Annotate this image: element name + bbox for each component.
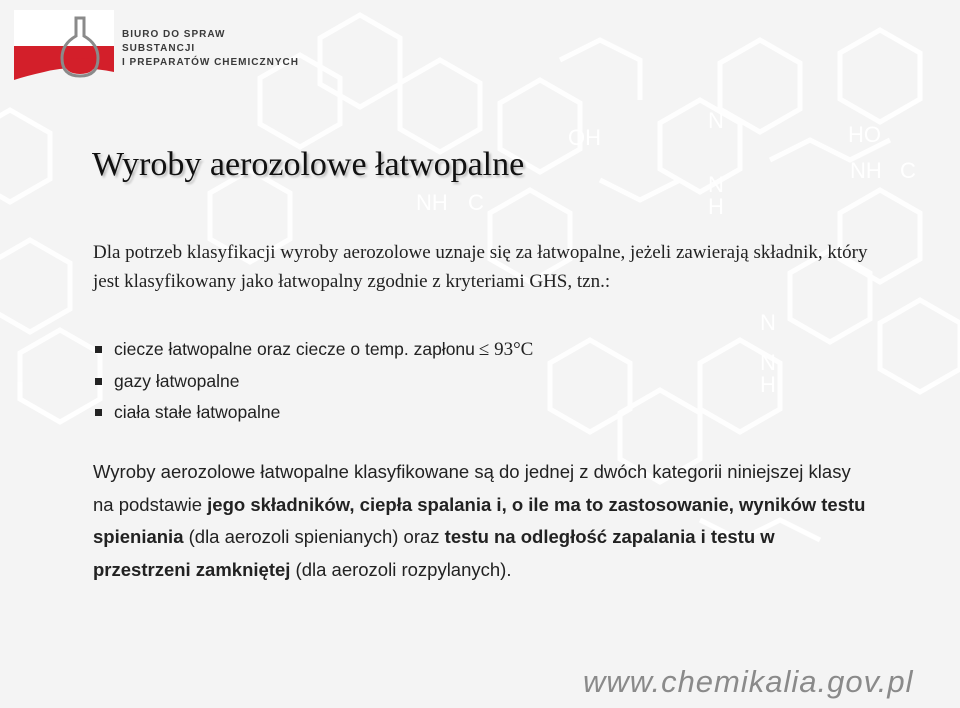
bullet-square-icon	[95, 378, 102, 385]
org-line-3: I PREPARATÓW CHEMICZNYCH	[122, 57, 299, 68]
bullet-text: ciecze łatwopalne oraz ciecze o temp. zapłonu	[114, 339, 475, 359]
bullet-text: gazy łatwopalne	[114, 370, 240, 391]
classification-paragraph	[93, 456, 873, 586]
bullet-text: ciała stałe łatwopalne	[114, 402, 281, 422]
bullet-list	[93, 334, 893, 429]
c-label-2: C	[900, 158, 916, 183]
n-label-3: N	[760, 310, 776, 335]
bullet-item	[93, 366, 893, 398]
organization-name	[122, 28, 299, 70]
h-label: H	[708, 194, 724, 219]
ministry-logo	[14, 10, 114, 80]
nh-label-2: NH	[850, 158, 882, 183]
bullet-item	[93, 397, 893, 429]
org-line-2: SUBSTANCJI	[122, 43, 196, 54]
h-label-2: H	[760, 372, 776, 397]
footer-url: www.chemikalia.gov.pl	[583, 664, 914, 699]
para-text-2: (dla aerozoli spienianych) oraz	[183, 526, 445, 547]
n-label-4: N	[760, 350, 776, 375]
bullet-square-icon	[95, 346, 102, 353]
slide-title: Wyroby aerozolowe łatwopalne	[92, 146, 525, 183]
bullet-value: ≤ 93°C	[478, 339, 534, 360]
oh-label: OH	[568, 125, 601, 150]
para-text-1: Wyroby aerozolowe łatwopalne klasyfikowane są do jednej z dwóch kategorii niniejszej klasy na podstawie	[93, 461, 851, 515]
ho-label: HO	[848, 122, 881, 147]
para-bold-2: testu na odległość zapalania i testu w przestrzeni zamkniętej	[93, 526, 775, 580]
intro-text: Dla potrzeb klasyfikacji wyroby aerozolowe uznaje się za łatwopalne, jeżeli zawierają składnik, który jest klasyfikowany jako łatwopalny zgodnie z kryteriami GHS, tzn.:	[93, 242, 868, 292]
para-bold-1: jego składników, ciepła spalania i, o ile ma to zastosowanie, wyników testu spieniania	[93, 493, 866, 547]
para-text-3: (dla aerozoli rozpylanych).	[290, 558, 512, 580]
c-label: C	[468, 190, 484, 215]
n-label: N	[708, 108, 724, 133]
bullet-square-icon	[95, 409, 102, 416]
nh-label: NH	[416, 190, 448, 215]
n-label-2: N	[708, 172, 724, 197]
org-line-1: BIURO DO SPRAW	[122, 29, 226, 40]
bullet-item	[93, 334, 893, 366]
